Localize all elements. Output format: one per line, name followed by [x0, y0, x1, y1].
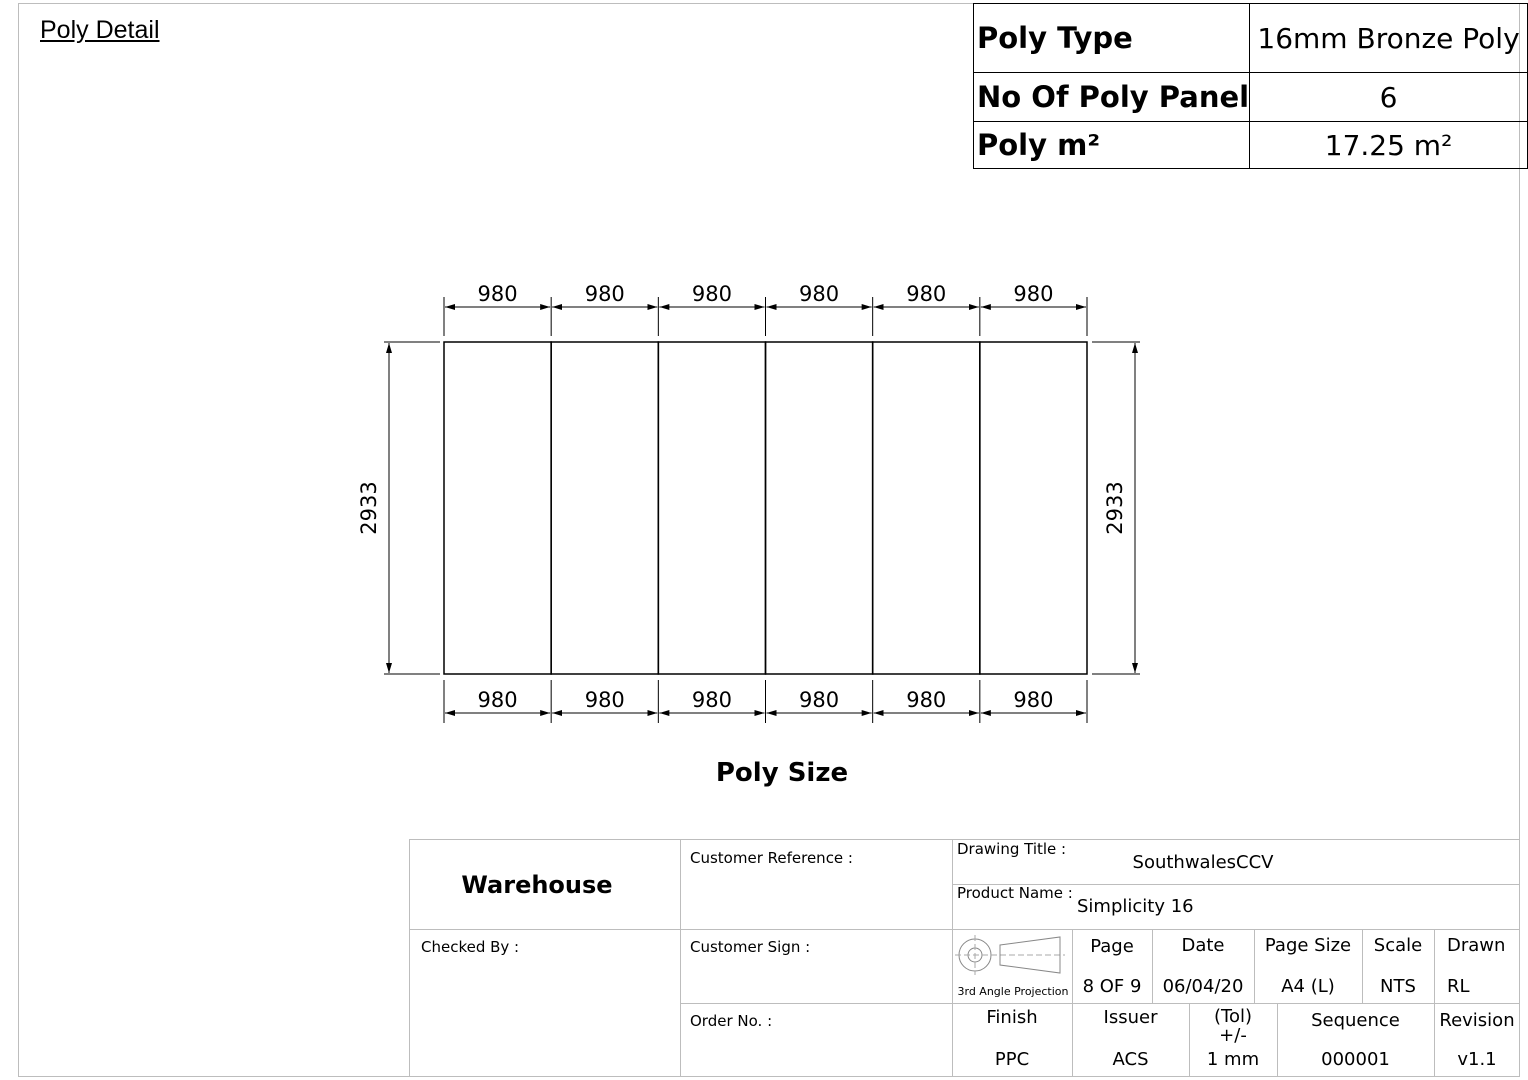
issuer-label: Issuer: [1103, 1007, 1158, 1028]
panel-height-label: 2933: [1103, 481, 1127, 535]
page-value: 8 OF 9: [1082, 976, 1142, 997]
drawn-value: RL: [1447, 976, 1470, 997]
panel-width-label: 980: [477, 282, 518, 306]
panel-width-label: 980: [584, 688, 625, 712]
summary-value: 6: [1250, 73, 1528, 122]
poly-panel: [873, 342, 980, 674]
checked-by-label: Checked By :: [421, 938, 520, 956]
panel-width-label: 980: [584, 282, 625, 306]
panel-group: [444, 342, 1087, 674]
panel-width-label: 980: [906, 688, 947, 712]
drawing-caption: Poly Size: [715, 758, 849, 788]
page-label: Page: [1090, 936, 1134, 957]
poly-panel: [766, 342, 873, 674]
sequence-label: Sequence: [1311, 1010, 1400, 1031]
poly-panel: [658, 342, 765, 674]
product-name-label: Product Name :: [957, 884, 1073, 902]
revision-value: v1.1: [1457, 1049, 1497, 1070]
summary-value: 17.25 m²: [1250, 122, 1528, 169]
panel-width-label: 980: [906, 282, 947, 306]
scale-label: Scale: [1373, 935, 1423, 956]
third-angle-projection-icon: [955, 933, 1071, 979]
drawing-title-value: SouthwalesCCV: [1132, 852, 1274, 873]
tolerance-label: (Tol): [1214, 1006, 1252, 1027]
summary-value: 16mm Bronze Poly: [1250, 4, 1528, 73]
date-value: 06/04/20: [1162, 976, 1244, 997]
title-block: [409, 839, 1520, 1077]
dimension-group: [357, 282, 1140, 723]
finish-value: PPC: [994, 1049, 1030, 1070]
scale-value: NTS: [1380, 976, 1416, 997]
panel-width-label: 980: [691, 282, 732, 306]
drawing-title-label: Drawing Title :: [957, 840, 1067, 858]
order-no-label: Order No. :: [690, 1012, 773, 1030]
date-label: Date: [1181, 935, 1225, 956]
customer-reference-label: Customer Reference :: [690, 849, 853, 867]
finish-label: Finish: [986, 1007, 1038, 1028]
panel-width-label: 980: [1013, 688, 1054, 712]
panel-height-label: 2933: [357, 481, 381, 535]
page-size-label: Page Size: [1264, 935, 1352, 956]
poly-panel: [551, 342, 658, 674]
revision-label: Revision: [1439, 1010, 1515, 1031]
company-name: Warehouse: [461, 871, 613, 899]
panel-width-label: 980: [799, 688, 840, 712]
issuer-value: ACS: [1112, 1049, 1149, 1070]
summary-label: No Of Poly Panel: [974, 73, 1250, 122]
poly-panel: [444, 342, 551, 674]
tolerance-sign: +/-: [1219, 1025, 1247, 1046]
projection-label: 3rd Angle Projection: [957, 985, 1069, 998]
customer-sign-label: Customer Sign :: [690, 938, 811, 956]
page-title: Poly Detail: [40, 16, 160, 44]
summary-label: Poly Type: [974, 4, 1250, 73]
panel-width-label: 980: [1013, 282, 1054, 306]
summary-label: Poly m²: [974, 122, 1250, 169]
panel-width-label: 980: [799, 282, 840, 306]
product-name-value: Simplicity 16: [1077, 896, 1194, 917]
panel-width-label: 980: [477, 688, 518, 712]
poly-panel: [980, 342, 1087, 674]
page-size-value: A4 (L): [1281, 976, 1335, 997]
sequence-value: 000001: [1321, 1049, 1390, 1070]
panel-width-label: 980: [691, 688, 732, 712]
tolerance-value: 1 mm: [1206, 1049, 1260, 1070]
drawn-label: Drawn: [1447, 935, 1506, 956]
